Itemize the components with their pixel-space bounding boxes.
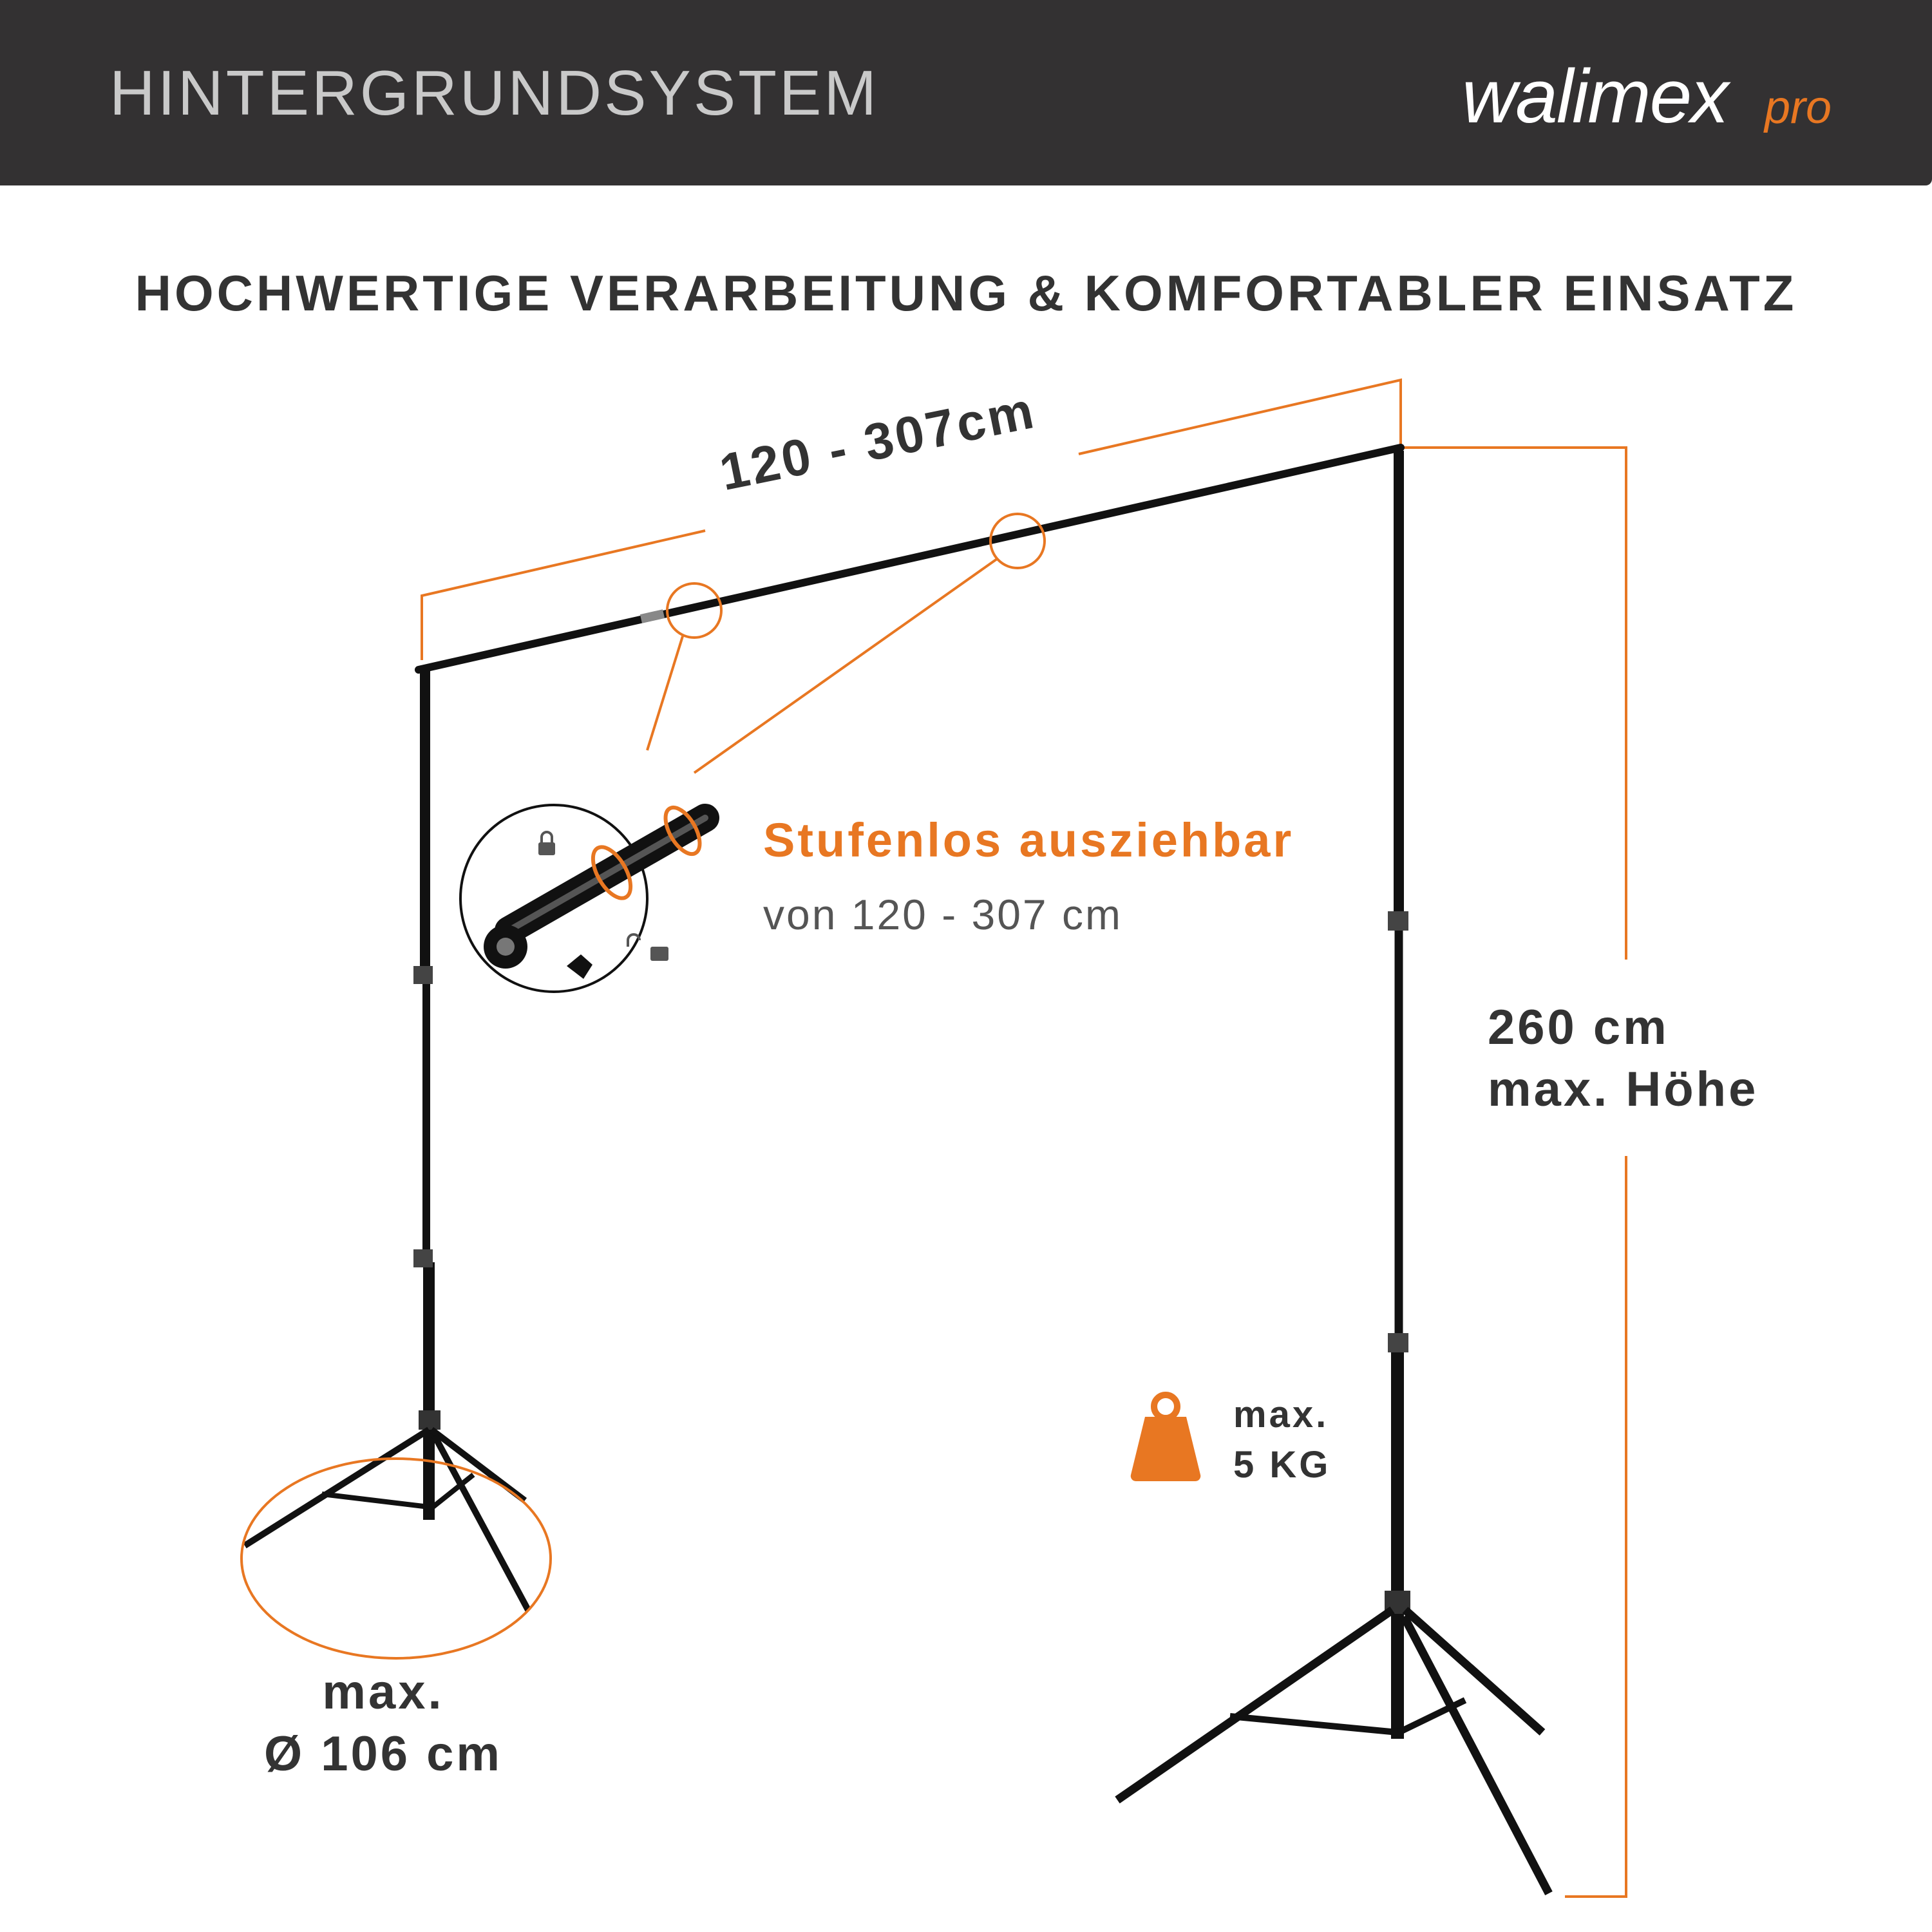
max-load-line1: max.: [1233, 1394, 1329, 1435]
feature-title: Stufenlos ausziehbar: [763, 813, 1294, 867]
height-value: 260 cm: [1488, 1000, 1669, 1055]
width-dimension-label: 120 - 307cm: [715, 381, 1041, 502]
left-light-stand: [245, 670, 528, 1610]
feature-subtitle: von 120 - 307 cm: [763, 891, 1122, 938]
footprint-max: max.: [322, 1665, 444, 1719]
footprint-ellipse: [242, 1459, 551, 1658]
height-dimension-line: [1397, 448, 1626, 1897]
crossbar-joint: [640, 609, 665, 623]
clamp-detail-inset: [460, 802, 706, 992]
page-title: HINTERGRUNDSYSTEM: [109, 57, 880, 128]
height-dimension-label: [1488, 997, 1758, 1121]
footprint-value: Ø 106 cm: [264, 1727, 502, 1781]
max-load-label: [1233, 1390, 1331, 1490]
weight-icon: [1131, 1395, 1201, 1481]
right-light-stand: [1117, 451, 1549, 1893]
headline: HOCHWERTIGE VERARBEITUNG & KOMFORTABLER EINSATZ: [135, 265, 1797, 321]
crossbar: [419, 448, 1401, 670]
max-load-line2: 5 KG: [1233, 1444, 1331, 1486]
height-caption: max. Höhe: [1488, 1062, 1759, 1117]
footprint-label: [264, 1662, 502, 1785]
logo-wordmark: walimex: [1462, 54, 1728, 139]
logo-suffix: pro: [1765, 82, 1832, 133]
